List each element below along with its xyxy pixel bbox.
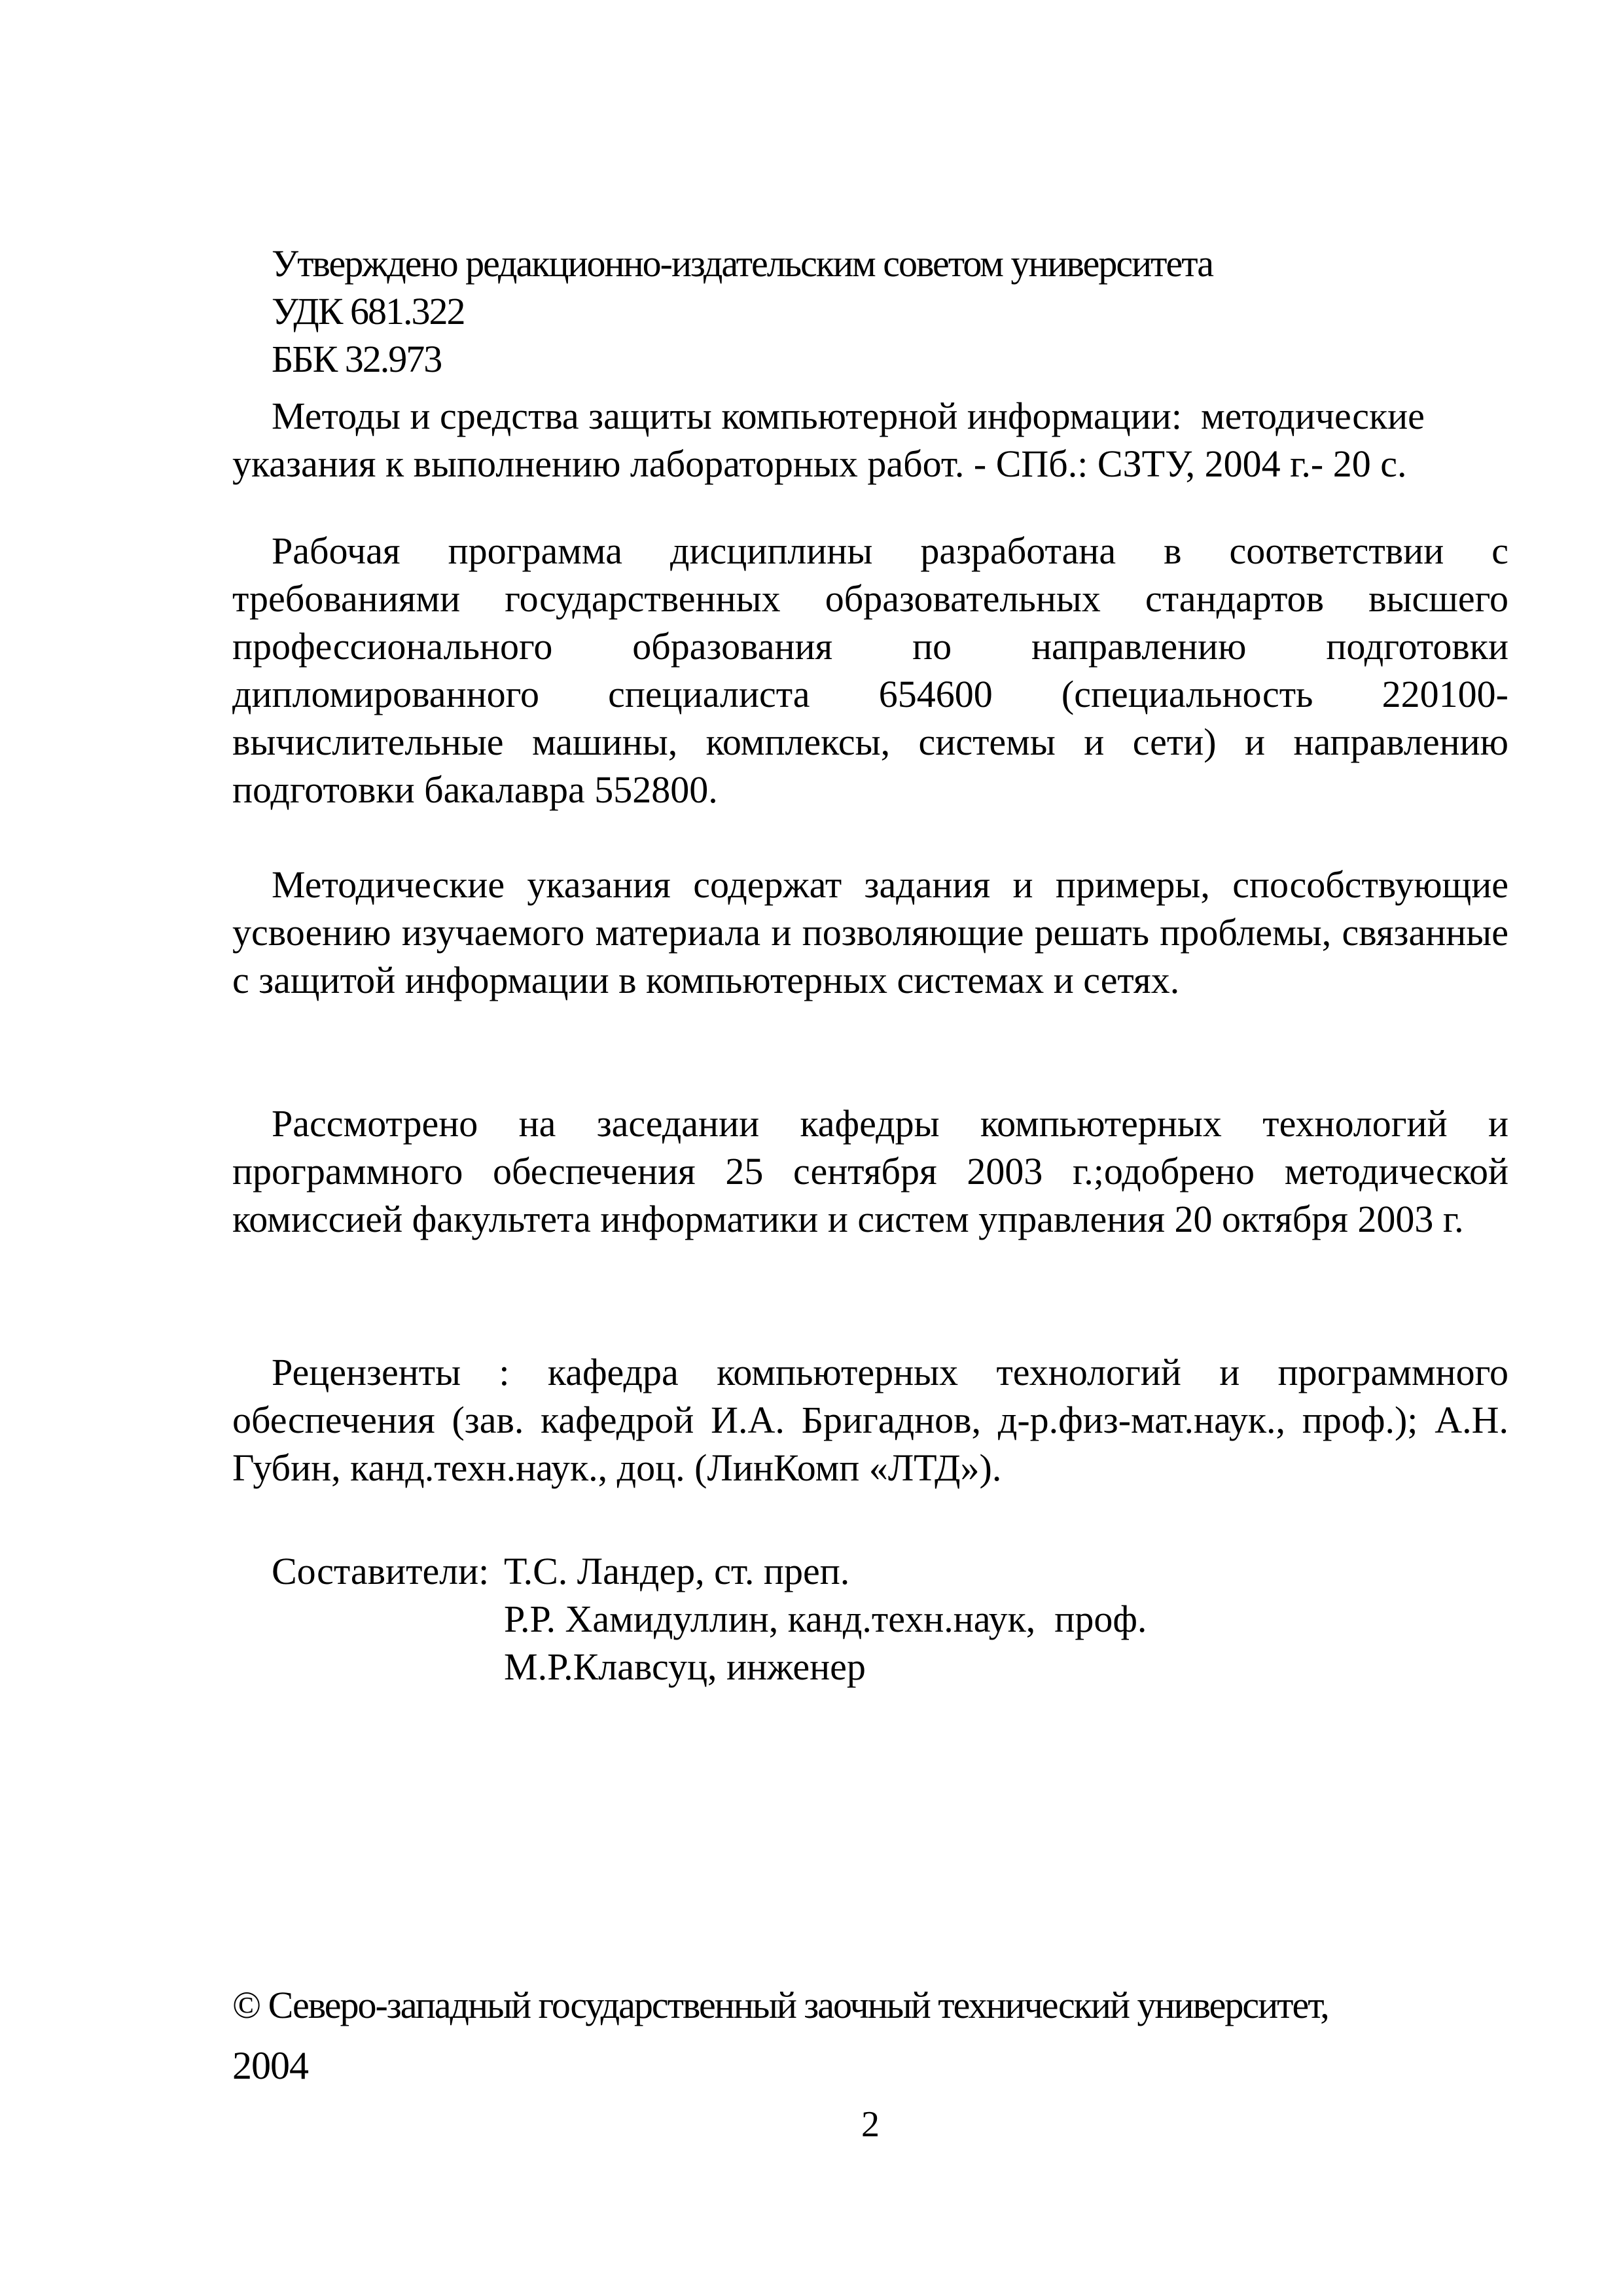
guidelines-paragraph <box>232 861 1508 1004</box>
citation-line-2: указания к выполнению лабораторных работ. - СПб.: СЗТУ, 2004 г.- 20 с. <box>232 442 1407 485</box>
reviewers-paragraph <box>232 1348 1508 1492</box>
reviewed-paragraph-text: Рассмотрено на заседании кафедры компьютерных технологий и программного обеспечения 25 сентября 2003 г.;одобрено методической комиссией факультета информатики и систем управления 20 октября 2003 г. <box>232 1102 1508 1240</box>
copyright-year: 2004 <box>232 2044 308 2087</box>
reviewers-paragraph-text: Рецензенты : кафедра компьютерных технологий и программного обеспечения (зав. кафедрой И.А. Бригаднов, д-р.физ-мат.наук., проф.); А.Н. Губин, канд.техн.наук., доц. (ЛинКомп «ЛТД»). <box>232 1351 1508 1489</box>
page-number: 2 <box>861 2104 880 2145</box>
compiler-name-1: Т.С. Ландер, ст. преп. <box>504 1550 850 1592</box>
compilers-label: Составители: <box>272 1550 490 1592</box>
udk-code: УДК 681.322 <box>272 290 465 332</box>
copyright-line: © Северо-западный государственный заочный технический университет, <box>232 1984 1329 2026</box>
compiler-name-3: М.Р.Клавсуц, инженер <box>504 1645 866 1688</box>
citation-line-1: Методы и средства защиты компьютерной информации: методические <box>272 395 1425 437</box>
approval-line: Утверждено редакционно-издательским советом университета <box>272 242 1213 285</box>
program-paragraph <box>232 527 1508 814</box>
reviewed-paragraph <box>232 1100 1508 1243</box>
program-paragraph-text: Рабочая программа дисциплины разработана в соответствии с требованиями государственных образовательных стандартов высшего профессионального образования по направлению подготовки дипломированного специалиста 654600 (специальность 220100- вычислительные машины, комплексы, системы и сети) и направлению подготовки бакалавра 552800. <box>232 529 1508 811</box>
bbk-code: ББК 32.973 <box>272 338 442 380</box>
compiler-name-2: Р.Р. Хамидуллин, канд.техн.наук, проф. <box>504 1598 1147 1640</box>
guidelines-paragraph-text: Методические указания содержат задания и примеры, способствующие усвоению изучаемого материала и позволяющие решать проблемы, связанные с защитой информации в компьютерных системах и сетях. <box>232 863 1508 1001</box>
